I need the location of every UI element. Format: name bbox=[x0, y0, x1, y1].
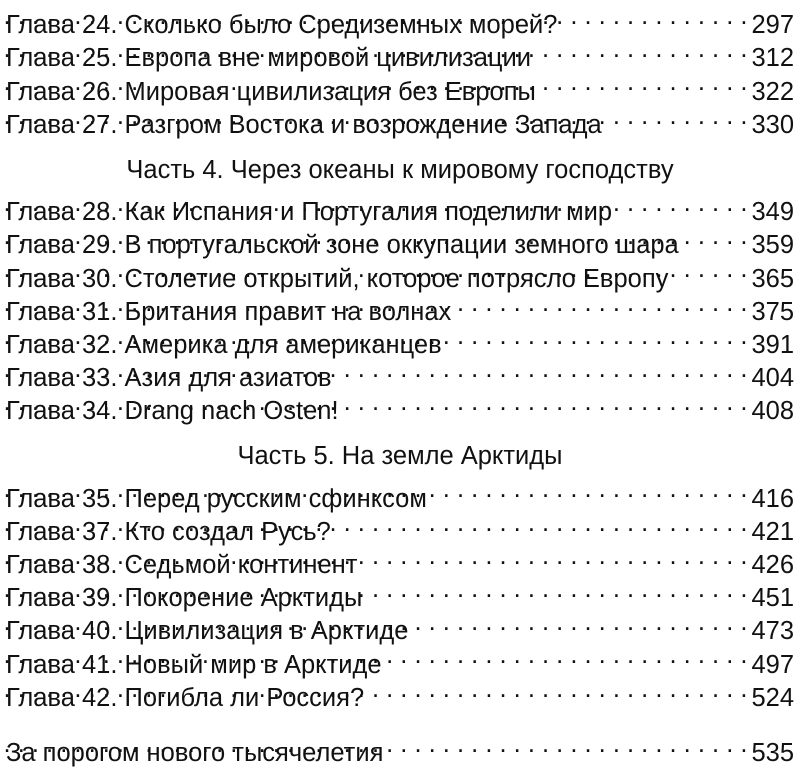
toc-entry bbox=[6, 353, 794, 393]
dot-leader bbox=[455, 287, 747, 320]
toc-section-part5 bbox=[6, 473, 794, 712]
toc-entry-page: 322 bbox=[751, 77, 794, 106]
toc-entry-page: 524 bbox=[751, 683, 794, 712]
toc-entry bbox=[6, 473, 794, 513]
toc-entry-title: Глава 31. Британия правит на волнах bbox=[6, 297, 452, 326]
dot-leader bbox=[683, 220, 748, 253]
toc-entry-title: Глава 38. Седьмой континент bbox=[6, 551, 358, 580]
dot-leader bbox=[387, 728, 747, 761]
toc-entry-page: 473 bbox=[751, 617, 794, 646]
part-heading-5: Часть 5. На земле Арктиды bbox=[237, 442, 563, 471]
toc-entry bbox=[6, 100, 794, 139]
toc-entry bbox=[6, 673, 794, 712]
dot-leader bbox=[446, 320, 748, 353]
toc-entry bbox=[6, 606, 794, 646]
toc-entry-title: Глава 35. Перед русским сфинксом bbox=[6, 484, 427, 513]
toc-entry-afterword bbox=[6, 728, 794, 767]
toc-entry-page: 408 bbox=[751, 397, 794, 426]
toc-entry-page: 375 bbox=[751, 297, 794, 326]
toc-entry-page: 391 bbox=[751, 330, 794, 359]
toc-entry-title: Глава 26. Мировая цивилизация без Европы bbox=[6, 77, 536, 106]
toc-entry-page: 404 bbox=[751, 364, 794, 393]
dot-leader bbox=[412, 606, 747, 639]
dot-leader bbox=[361, 540, 747, 573]
toc-entry bbox=[6, 220, 794, 260]
toc-entry-page: 426 bbox=[751, 551, 794, 580]
toc-entry-title: Глава 37. Кто создал Русь? bbox=[6, 517, 331, 546]
toc-entry-title: Глава 24. Сколько было Средиземных морей? bbox=[6, 11, 558, 40]
toc-entry-page: 451 bbox=[751, 584, 794, 613]
toc-section-part3-tail bbox=[6, 0, 794, 139]
toc-entry-page: 421 bbox=[751, 517, 794, 546]
toc-section-part4 bbox=[6, 187, 794, 426]
toc-entry bbox=[6, 320, 794, 359]
toc-entry-title: Глава 42. Погибла ли Россия? bbox=[6, 683, 365, 712]
toc-entry-title: За порогом нового тысячелетия bbox=[6, 738, 384, 767]
toc-entry-page: 365 bbox=[751, 264, 794, 293]
toc-entry-page: 297 bbox=[751, 11, 794, 40]
toc-entry bbox=[6, 639, 794, 679]
toc-entry-title: Глава 29. В португальской зоне оккупации земного шара bbox=[6, 231, 679, 260]
dot-leader bbox=[606, 100, 748, 133]
toc-entry bbox=[6, 33, 794, 73]
toc-entry-page: 535 bbox=[751, 738, 794, 767]
toc-entry-title: Глава 30. Столетие открытий, которое потрясло Европу bbox=[6, 264, 669, 293]
toc-entry bbox=[6, 386, 794, 426]
part-heading-4: Часть 4. Через океаны к мировому господству bbox=[126, 155, 674, 184]
toc-entry-title: Глава 28. Как Испания и Португалия поделили мир bbox=[6, 198, 613, 227]
toc-entry-page: 416 bbox=[751, 484, 794, 513]
dot-leader bbox=[672, 253, 747, 286]
dot-leader bbox=[335, 507, 748, 540]
toc-entry bbox=[6, 287, 794, 326]
dot-leader bbox=[535, 33, 747, 66]
toc-entry-page: 359 bbox=[751, 231, 794, 260]
dot-leader bbox=[368, 673, 747, 706]
toc-entry bbox=[6, 0, 794, 40]
toc-entry-title: Глава 40. Цивилизация в Арктиде bbox=[6, 617, 409, 646]
dot-leader bbox=[561, 0, 747, 33]
toc-entry-page: 497 bbox=[751, 650, 794, 679]
toc-entry-title: Глава 34. Drang nach Osten! bbox=[6, 397, 339, 426]
toc-entry-page: 330 bbox=[751, 110, 794, 139]
toc-entry bbox=[6, 507, 794, 546]
dot-leader bbox=[366, 573, 747, 606]
dot-leader bbox=[616, 187, 747, 220]
toc-entry-title: Глава 33. Азия для азиатов bbox=[6, 364, 332, 393]
dot-leader bbox=[540, 66, 748, 99]
toc-entry bbox=[6, 253, 794, 293]
toc-entry bbox=[6, 573, 794, 613]
table-of-contents bbox=[6, 0, 794, 767]
dot-leader bbox=[386, 639, 748, 672]
toc-entry bbox=[6, 540, 794, 580]
toc-entry-title: Глава 27. Разгром Востока и возрождение Запада bbox=[6, 110, 602, 139]
toc-entry-page: 349 bbox=[751, 198, 794, 227]
dot-leader bbox=[343, 386, 748, 419]
toc-entry-title: Глава 32. Америка для американцев bbox=[6, 330, 442, 359]
dot-leader bbox=[336, 353, 748, 386]
toc-entry-title: Глава 41. Новый мир в Арктиде bbox=[6, 650, 382, 679]
dot-leader bbox=[431, 473, 748, 506]
toc-entry-page: 312 bbox=[751, 44, 794, 73]
toc-entry bbox=[6, 66, 794, 106]
toc-entry bbox=[6, 187, 794, 227]
toc-entry-title: Глава 39. Покорение Арктиды bbox=[6, 584, 363, 613]
toc-entry-title: Глава 25. Европа вне мировой цивилизации bbox=[6, 44, 532, 73]
